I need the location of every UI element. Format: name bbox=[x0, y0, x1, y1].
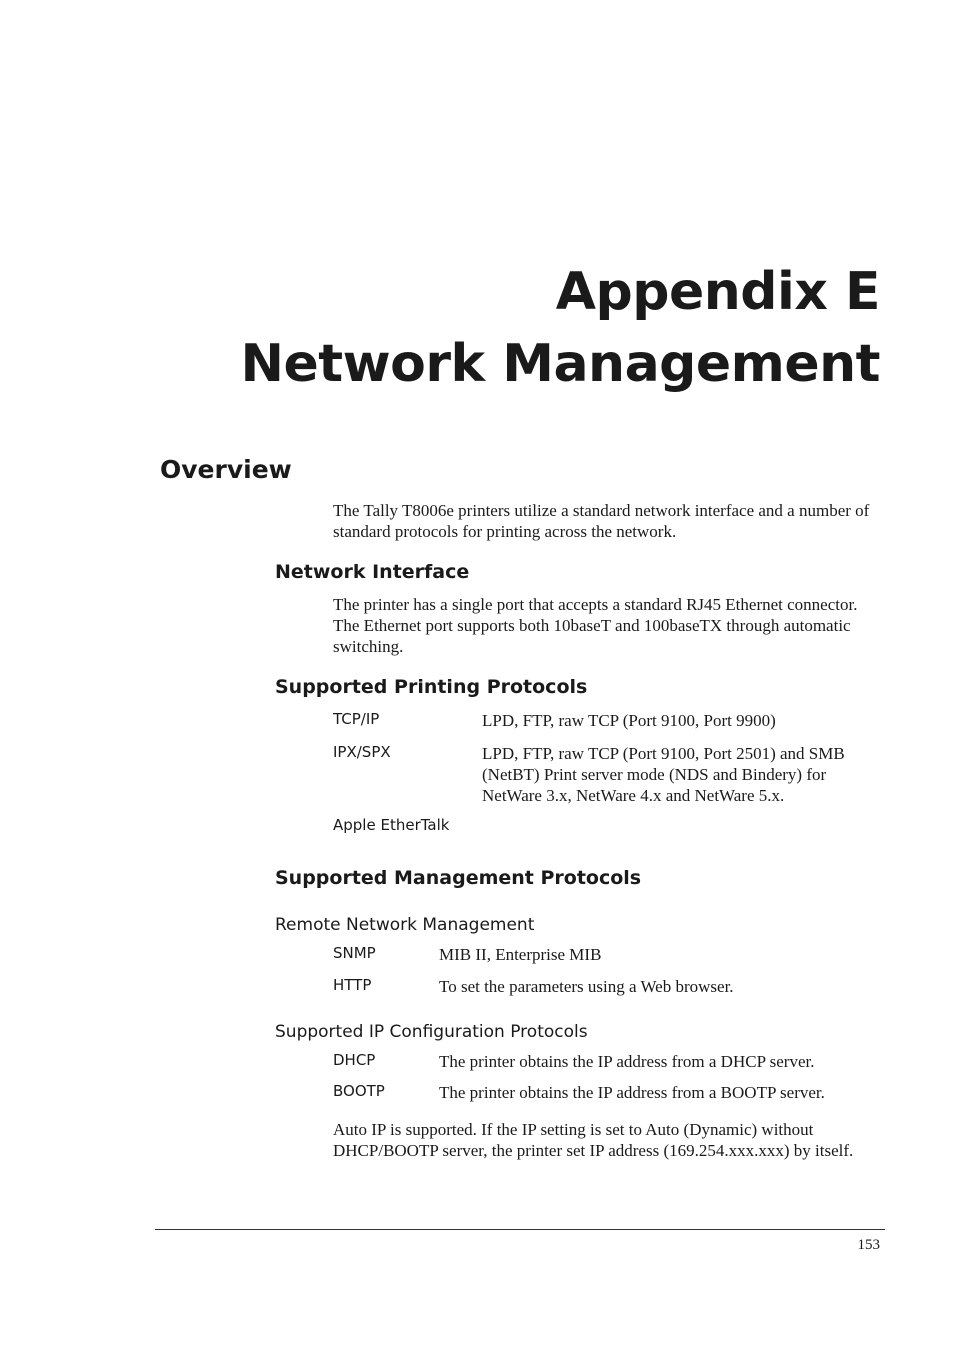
ipconf-term-dhcp: DHCP bbox=[333, 1051, 376, 1069]
network-interface-body: The printer has a single port that accepts a standard RJ45 Ethernet connector. The Ethernet port supports both 10baseT and 100baseTX through automatic switching. bbox=[333, 595, 858, 656]
footer-divider bbox=[155, 1229, 885, 1230]
overview-intro: The Tally T8006e printers utilize a standard network interface and a number of standard protocols for printing across the network. bbox=[333, 501, 870, 541]
ipconf-desc-bootp: The printer obtains the IP address from a BOOTP server. bbox=[439, 1083, 825, 1102]
ip-config-heading: Supported IP Configuration Protocols bbox=[275, 1022, 588, 1042]
network-interface-heading: Network Interface bbox=[275, 561, 470, 583]
protocol-desc-tcpip: LPD, FTP, raw TCP (Port 9100, Port 9900) bbox=[482, 711, 776, 730]
mgmt-term-snmp: SNMP bbox=[333, 944, 376, 962]
protocol-desc-ipxspx: LPD, FTP, raw TCP (Port 9100, Port 2501) and SMB (NetBT) Print server mode (NDS and Bindery) for NetWare 3.x, NetWare 4.x and NetWare 5.x. bbox=[482, 744, 845, 805]
page-number: 153 bbox=[857, 1237, 880, 1253]
remote-management-heading: Remote Network Management bbox=[275, 915, 535, 935]
mgmt-term-http: HTTP bbox=[333, 976, 372, 994]
mgmt-desc-http: To set the parameters using a Web browser. bbox=[439, 977, 734, 996]
ipconf-term-bootp: BOOTP bbox=[333, 1082, 385, 1100]
protocol-term-ipxspx: IPX/SPX bbox=[333, 743, 391, 761]
ipconf-desc-dhcp: The printer obtains the IP address from a DHCP server. bbox=[439, 1052, 815, 1071]
chapter-title-line2: Network Management bbox=[240, 334, 880, 394]
management-protocols-heading: Supported Management Protocols bbox=[275, 867, 642, 889]
chapter-title-line1: Appendix E bbox=[555, 262, 880, 322]
protocol-term-ethertalk: Apple EtherTalk bbox=[333, 816, 450, 834]
printing-protocols-heading: Supported Printing Protocols bbox=[275, 676, 588, 698]
mgmt-desc-snmp: MIB II, Enterprise MIB bbox=[439, 945, 602, 964]
overview-heading: Overview bbox=[160, 455, 292, 484]
auto-ip-note: Auto IP is supported. If the IP setting is set to Auto (Dynamic) without DHCP/BOOTP server, the printer set IP address (169.254.xxx.xxx) by itself. bbox=[333, 1120, 854, 1160]
protocol-term-tcpip: TCP/IP bbox=[333, 710, 380, 728]
